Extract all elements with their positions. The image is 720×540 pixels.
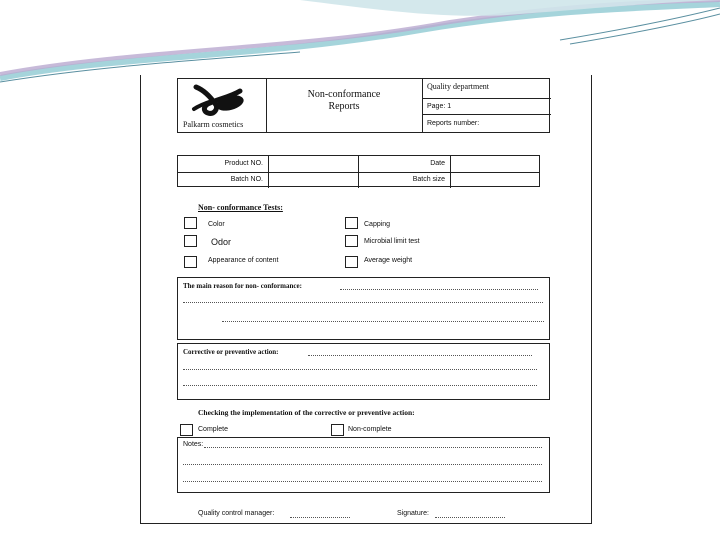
report-title-line1: Non-conformance — [307, 89, 381, 100]
capping-checkbox[interactable] — [345, 217, 358, 229]
product-no-field[interactable] — [269, 156, 359, 172]
microbial-limit-label: Microbial limit test — [364, 238, 420, 245]
corrective-action-label: Corrective or preventive action: — [183, 348, 279, 356]
main-reason-box[interactable] — [177, 277, 550, 340]
notes-line-1 — [204, 447, 542, 448]
color-label: Color — [208, 221, 225, 228]
reports-number-label: Reports number: — [427, 120, 480, 127]
batch-size-field[interactable] — [451, 172, 541, 188]
capping-label: Capping — [364, 221, 391, 228]
non-complete-checkbox[interactable] — [331, 424, 344, 436]
complete-checkbox[interactable] — [180, 424, 193, 436]
main-reason-line-2 — [183, 302, 543, 303]
report-header — [177, 78, 550, 133]
report-page — [140, 75, 592, 524]
batch-row — [178, 172, 539, 188]
complete-label: Complete — [198, 426, 228, 433]
non-complete-label: Non-complete — [348, 426, 392, 433]
signature-line — [435, 517, 505, 518]
batch-no-field[interactable] — [269, 172, 359, 188]
product-no-label: Product NO. — [178, 156, 269, 172]
batch-no-label: Batch NO. — [178, 172, 269, 188]
corrective-line-1 — [308, 355, 532, 356]
corrective-line-2 — [183, 369, 537, 370]
average-weight-label: Average weight — [364, 257, 413, 264]
title-cell — [266, 79, 423, 132]
appearance-label: Appearance of content — [208, 257, 279, 264]
appearance-checkbox[interactable] — [184, 256, 197, 268]
page-label: Page: 1 — [427, 103, 452, 110]
main-reason-line-3 — [222, 321, 544, 322]
department-cell — [422, 79, 551, 99]
notes-line-3 — [183, 481, 542, 482]
company-name: Palkarm cosmetics — [183, 120, 244, 129]
main-reason-line-1 — [340, 289, 538, 290]
average-weight-checkbox[interactable] — [345, 256, 358, 268]
date-label: Date — [359, 156, 451, 172]
microbial-limit-checkbox[interactable] — [345, 235, 358, 247]
batch-size-label: Batch size — [359, 172, 451, 188]
page-cell — [422, 99, 551, 115]
odor-checkbox[interactable] — [184, 235, 197, 247]
company-logo-icon — [190, 83, 250, 117]
product-table — [177, 155, 540, 187]
main-reason-label: The main reason for non- conformance: — [183, 282, 302, 290]
color-checkbox[interactable] — [184, 217, 197, 229]
manager-signature-line — [290, 517, 350, 518]
odor-label: Odor — [211, 237, 232, 247]
reports-number-cell — [422, 115, 551, 134]
checking-title: Checking the implementation of the corrective or preventive action: — [198, 408, 415, 417]
corrective-line-3 — [183, 385, 537, 386]
date-field[interactable] — [451, 156, 541, 172]
logo-cell — [178, 79, 267, 132]
notes-label: Notes: — [183, 441, 204, 448]
notes-box[interactable] — [177, 437, 550, 493]
manager-label: Quality control manager: — [198, 510, 275, 517]
report-title-line2: Reports — [328, 101, 360, 112]
department-label: Quality department — [427, 82, 489, 91]
tests-title: Non- conformance Tests: — [198, 203, 283, 212]
signature-label: Signature: — [397, 510, 429, 517]
notes-line-2 — [183, 464, 542, 465]
product-row — [178, 156, 539, 173]
corrective-action-box[interactable] — [177, 343, 550, 400]
